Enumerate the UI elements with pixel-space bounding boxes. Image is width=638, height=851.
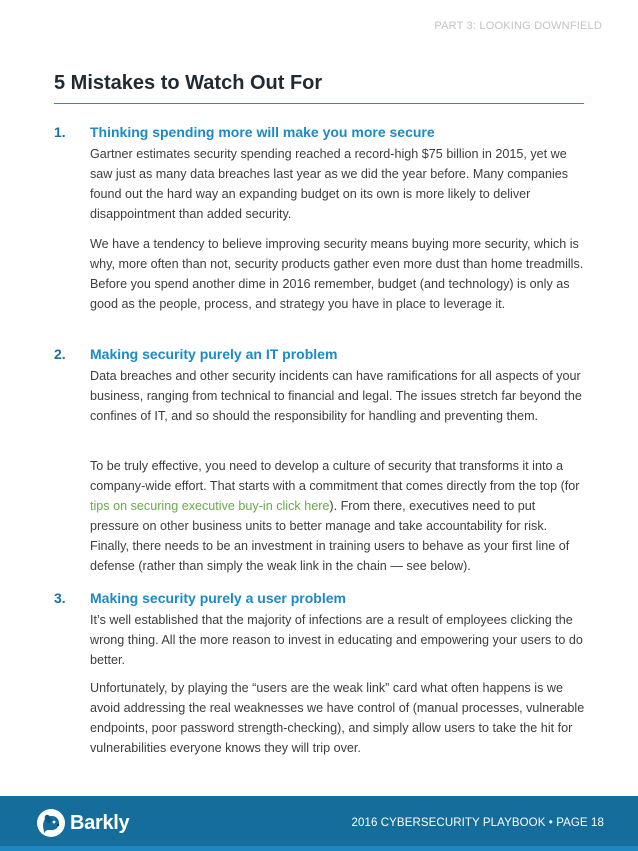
dog-logo-icon — [36, 808, 66, 838]
item-number: 2. — [54, 346, 66, 362]
item-paragraph: Unfortunately, by playing the “users are the weak link” card what often happens is we avoid addressing the real weaknesses we have control of (manual processes, vulnerable endpoints, poor password strength-checking), and simply allow users to take the hit for vulnerabilities everyone knows they will trip over. — [90, 681, 585, 755]
exec-buy-in-link[interactable]: tips on securing executive buy-in click here — [90, 499, 330, 513]
paragraph-text: ). From there, executives need to put pressure on other business units to better manage and take accountability for risk. Finally, there needs to be an investment in training users to behave as your first line of defense (rather than simply the weak link in the chain — see below). — [90, 499, 570, 573]
item-paragraph: Gartner estimates security spending reached a record-high $75 billion in 2015, yet we saw just as many data breaches last year as we did the year before. Many companies found out the hard way an expanding budget on its own is more likely to deliver disappointment than added security. — [90, 147, 569, 221]
footer-page-label: 2016 CYBERSECURITY PLAYBOOK • PAGE 18 — [351, 817, 604, 829]
footer-stripe — [0, 846, 638, 851]
item-paragraph: We have a tendency to believe improving security means buying more security, which is why, more often than not, security products gather even more dust than home treadmills. Before you spend another dime in 2016 remember, budget (and technology) is only as good as the people, process, and strategy you have in place to leverage it. — [90, 237, 584, 311]
item-number: 3. — [54, 590, 66, 606]
item-heading: Making security purely an IT problem — [90, 346, 338, 362]
item-paragraph — [90, 456, 586, 576]
paragraph-text: To be truly effective, you need to develop a culture of security that transforms it into a company-wide effort. That starts with a commitment that comes directly from the top (for — [90, 459, 580, 493]
item-heading: Making security purely a user problem — [90, 590, 346, 606]
brand-logo — [36, 807, 129, 839]
item-heading: Thinking spending more will make you more secure — [90, 124, 435, 140]
item-paragraph: It’s well established that the majority of infections are a result of employees clicking the wrong thing. All the more reason to invest in educating and empowering your users to do better. — [90, 613, 583, 667]
item-number: 1. — [54, 124, 66, 140]
section-label: PART 3: LOOKING DOWNFIELD — [434, 20, 602, 32]
title-divider — [54, 103, 584, 104]
page-title: 5 Mistakes to Watch Out For — [54, 72, 323, 94]
item-paragraph: Data breaches and other security incidents can have ramifications for all aspects of your business, ranging from technical to financial and legal. The issues stretch far beyond the confines of IT, and so should the responsibility for handling and preventing them. — [90, 369, 582, 423]
logo-wordmark: Barkly — [70, 811, 130, 834]
